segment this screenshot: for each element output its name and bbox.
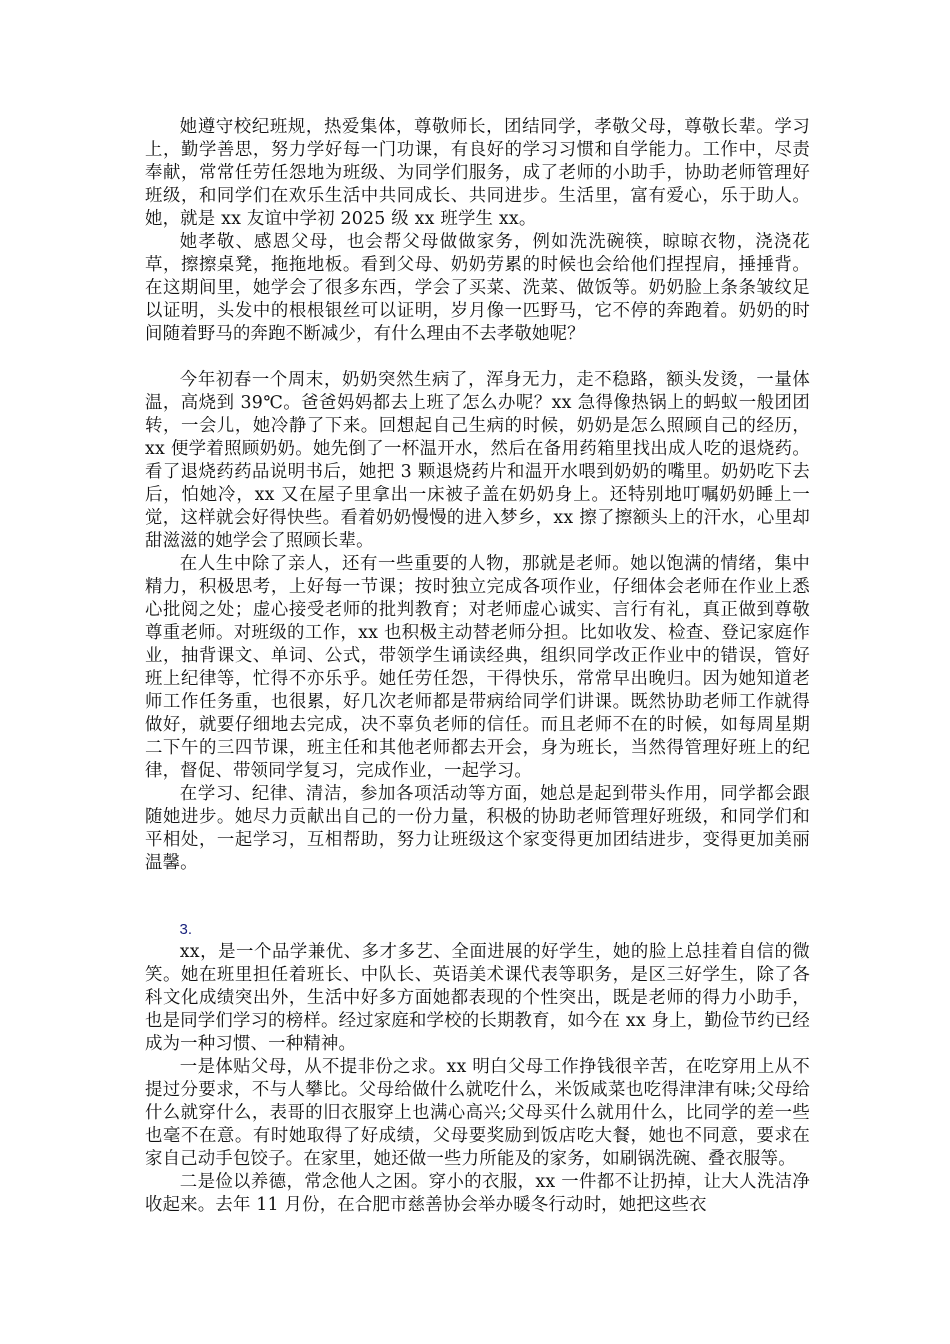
paragraph: 在学习、纪律、清洁，参加各项活动等方面，她总是起到带头作用，同学都会跟随她进步。她尽力贡献出自己的一份力量，积极的协助老师管理好班级，和同学们和平相处，一起学习，互相帮助，努力让班级这个家变得更加团结进步，变得更加美丽温馨。 xyxy=(145,784,810,873)
paragraph: 今年初春一个周末，奶奶突然生病了，浑身无力，走不稳路，额头发烫，一量体温，高烧到 39℃。爸爸妈妈都去上班了怎么办呢？xx 急得像热锅上的蚂蚁一般团团转，一会儿，她冷静了下来。回想起自己生病的时候，奶奶是怎么照顾自己的经历，xx 便学着照顾奶奶。她先倒了一杯温开水，然后在备用药箱里找出成人吃的退烧药。看了退烧药药品说明书后，她把 3 颗退烧药片和温开水喂到奶奶的嘴里。奶奶吃下去后，怕她冷，xx 又在屋子里拿出一床被子盖在奶奶身上。还特别地叮嘱奶奶睡上一觉，这样就会好得快些。看着奶奶慢慢的进入梦乡，xx 擦了擦额头上的汗水，心里却甜滋滋的她学会了照顾长辈。 xyxy=(145,370,810,551)
section-number: 3. xyxy=(179,921,193,938)
paragraph: xx，是一个品学兼优、多才多艺、全面进展的好学生，她的脸上总挂着自信的微笑。她在班里担任着班长、中队长、英语美术课代表等职务，是区三好学生，除了各科文化成绩突出外，生活中好多方面她都表现的个性突出，既是老师的得力小助手，也是同学们学习的榜样。经过家庭和学校的长期教育，如今在 xx 身上，勤俭节约已经成为一种习惯、一种精神。 xyxy=(145,942,810,1054)
paragraph: 二是俭以养德，常念他人之困。穿小的衣服，xx 一件都不让扔掉，让大人洗洁净收起来。去年 11 月份，在合肥市慈善协会举办暖冬行动时，她把这些衣 xyxy=(145,1172,810,1215)
paragraph: 她遵守校纪班规，热爱集体，尊敬师长，团结同学，孝敬父母，尊敬长辈。学习上，勤学善思，努力学好每一门功课，有良好的学习习惯和自学能力。工作中，尽责奉献，常常任劳任怨地为班级、为同学们服务，成了老师的小助手，协助老师管理好班级，和同学们在欢乐生活中共同成长、共同进步。生活里，富有爱心，乐于助人。她，就是 xx 友谊中学初 2025 级 xx 班学生 xx。 xyxy=(145,117,810,229)
document-page xyxy=(145,116,810,1217)
paragraph: 在人生中除了亲人，还有一些重要的人物，那就是老师。她以饱满的情绪，集中精力，积极思考，上好每一节课；按时独立完成各项作业，仔细体会老师在作业上悉心批阅之处；虚心接受老师的批判教育；对老师虚心诚实、言行有礼，真正做到尊敬尊重老师。对班级的工作，xx 也积极主动替老师分担。比如收发、检查、登记家庭作业，抽背课文、单词、公式，带领学生诵读经典，组织同学改正作业中的错误，管好班上纪律等，忙得不亦乐乎。她任劳任怨，干得快乐，常常早出晚归。因为她知道老师工作任务重，也很累，好几次老师都是带病给同学们讲课。既然协助老师工作就得做好，就要仔细地去完成，决不辜负老师的信任。而且老师不在的时候，如每周星期二下午的三四节课，班主任和其他老师都去开会，身为班长，当然得管理好班上的纪律，督促、带领同学复习，完成作业，一起学习。 xyxy=(145,554,810,781)
paragraph: 她孝敬、感恩父母，也会帮父母做做家务，例如洗洗碗筷，晾晾衣物，浇浇花草，擦擦桌凳，拖拖地板。看到父母、奶奶劳累的时候也会给他们捏捏肩，捶捶背。在这期间里，她学会了很多东西，学会了买菜、洗菜、做饭等。奶奶脸上条条皱纹足以证明，头发中的根根银丝可以证明，岁月像一匹野马，它不停的奔跑着。奶奶的时间随着野马的奔跑不断减少，有什么理由不去孝敬她呢？ xyxy=(145,232,810,344)
paragraph: 一是体贴父母，从不提非份之求。xx 明白父母工作挣钱很辛苦，在吃穿用上从不提过分要求，不与人攀比。父母给做什么就吃什么，米饭咸菜也吃得津津有味;父母给什么就穿什么，表哥的旧衣服穿上也满心高兴;父母买什么就用什么，比同学的差一些也毫不在意。有时她取得了好成绩，父母要奖励到饭店吃大餐，她也不同意，要求在家自己动手包饺子。在家里，她还做一些力所能及的家务，如刷锅洗碗、叠衣服等。 xyxy=(145,1057,810,1169)
